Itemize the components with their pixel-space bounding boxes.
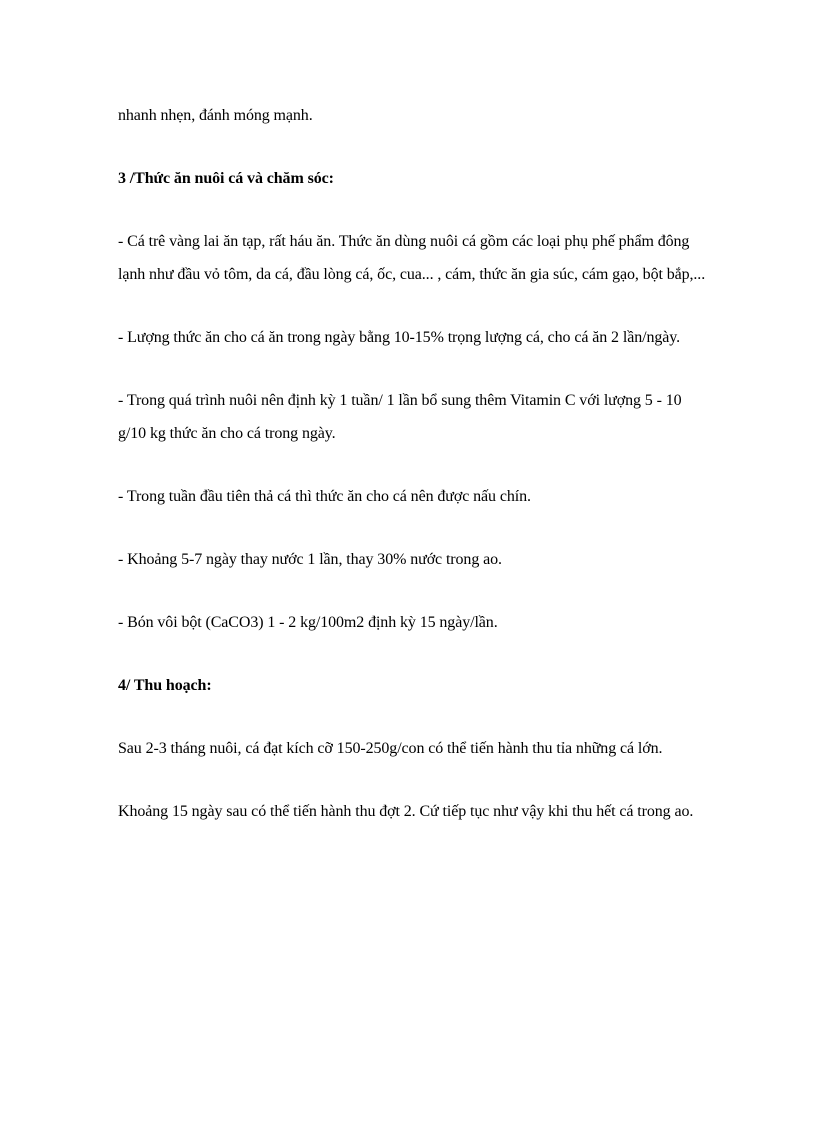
heading-feeding-and-care: 3 /Thức ăn nuôi cá và chăm sóc:: [118, 170, 334, 187]
paragraph-feed-types: - Cá trê vàng lai ăn tạp, rất háu ăn. Thức ăn dùng nuôi cá gồm các loại phụ phế phẩm đông lạnh như đầu vỏ tôm, da cá, đầu lòng cá, ốc, cua... , cám, thức ăn gia súc, cám gạo, bột bắp,...: [118, 233, 706, 283]
paragraph-feed-amount: - Lượng thức ăn cho cá ăn trong ngày bằng 10-15% trọng lượng cá, cho cá ăn 2 lần/ngày.: [118, 329, 681, 346]
heading-harvest: 4/ Thu hoạch:: [118, 677, 212, 694]
paragraph-water-change: - Khoảng 5-7 ngày thay nước 1 lần, thay 30% nước trong ao.: [118, 551, 502, 568]
document-body: [118, 99, 708, 858]
paragraph-first-week: - Trong tuần đầu tiên thả cá thì thức ăn cho cá nên được nấu chín.: [118, 488, 531, 505]
paragraph-harvest-first: Sau 2-3 tháng nuôi, cá đạt kích cỡ 150-250g/con có thể tiến hành thu tỉa những cá lớn.: [118, 740, 663, 757]
paragraph-lime: - Bón vôi bột (CaCO3) 1 - 2 kg/100m2 định kỳ 15 ngày/lần.: [118, 614, 498, 631]
paragraph-vitamin-c: - Trong quá trình nuôi nên định kỳ 1 tuần/ 1 lần bổ sung thêm Vitamin C với lượng 5 - 10 g/10 kg thức ăn cho cá trong ngày.: [118, 392, 682, 442]
paragraph-continuation: nhanh nhẹn, đánh móng mạnh.: [118, 107, 313, 124]
paragraph-harvest-second: Khoảng 15 ngày sau có thể tiến hành thu đợt 2. Cứ tiếp tục như vậy khi thu hết cá trong ao.: [118, 803, 694, 820]
